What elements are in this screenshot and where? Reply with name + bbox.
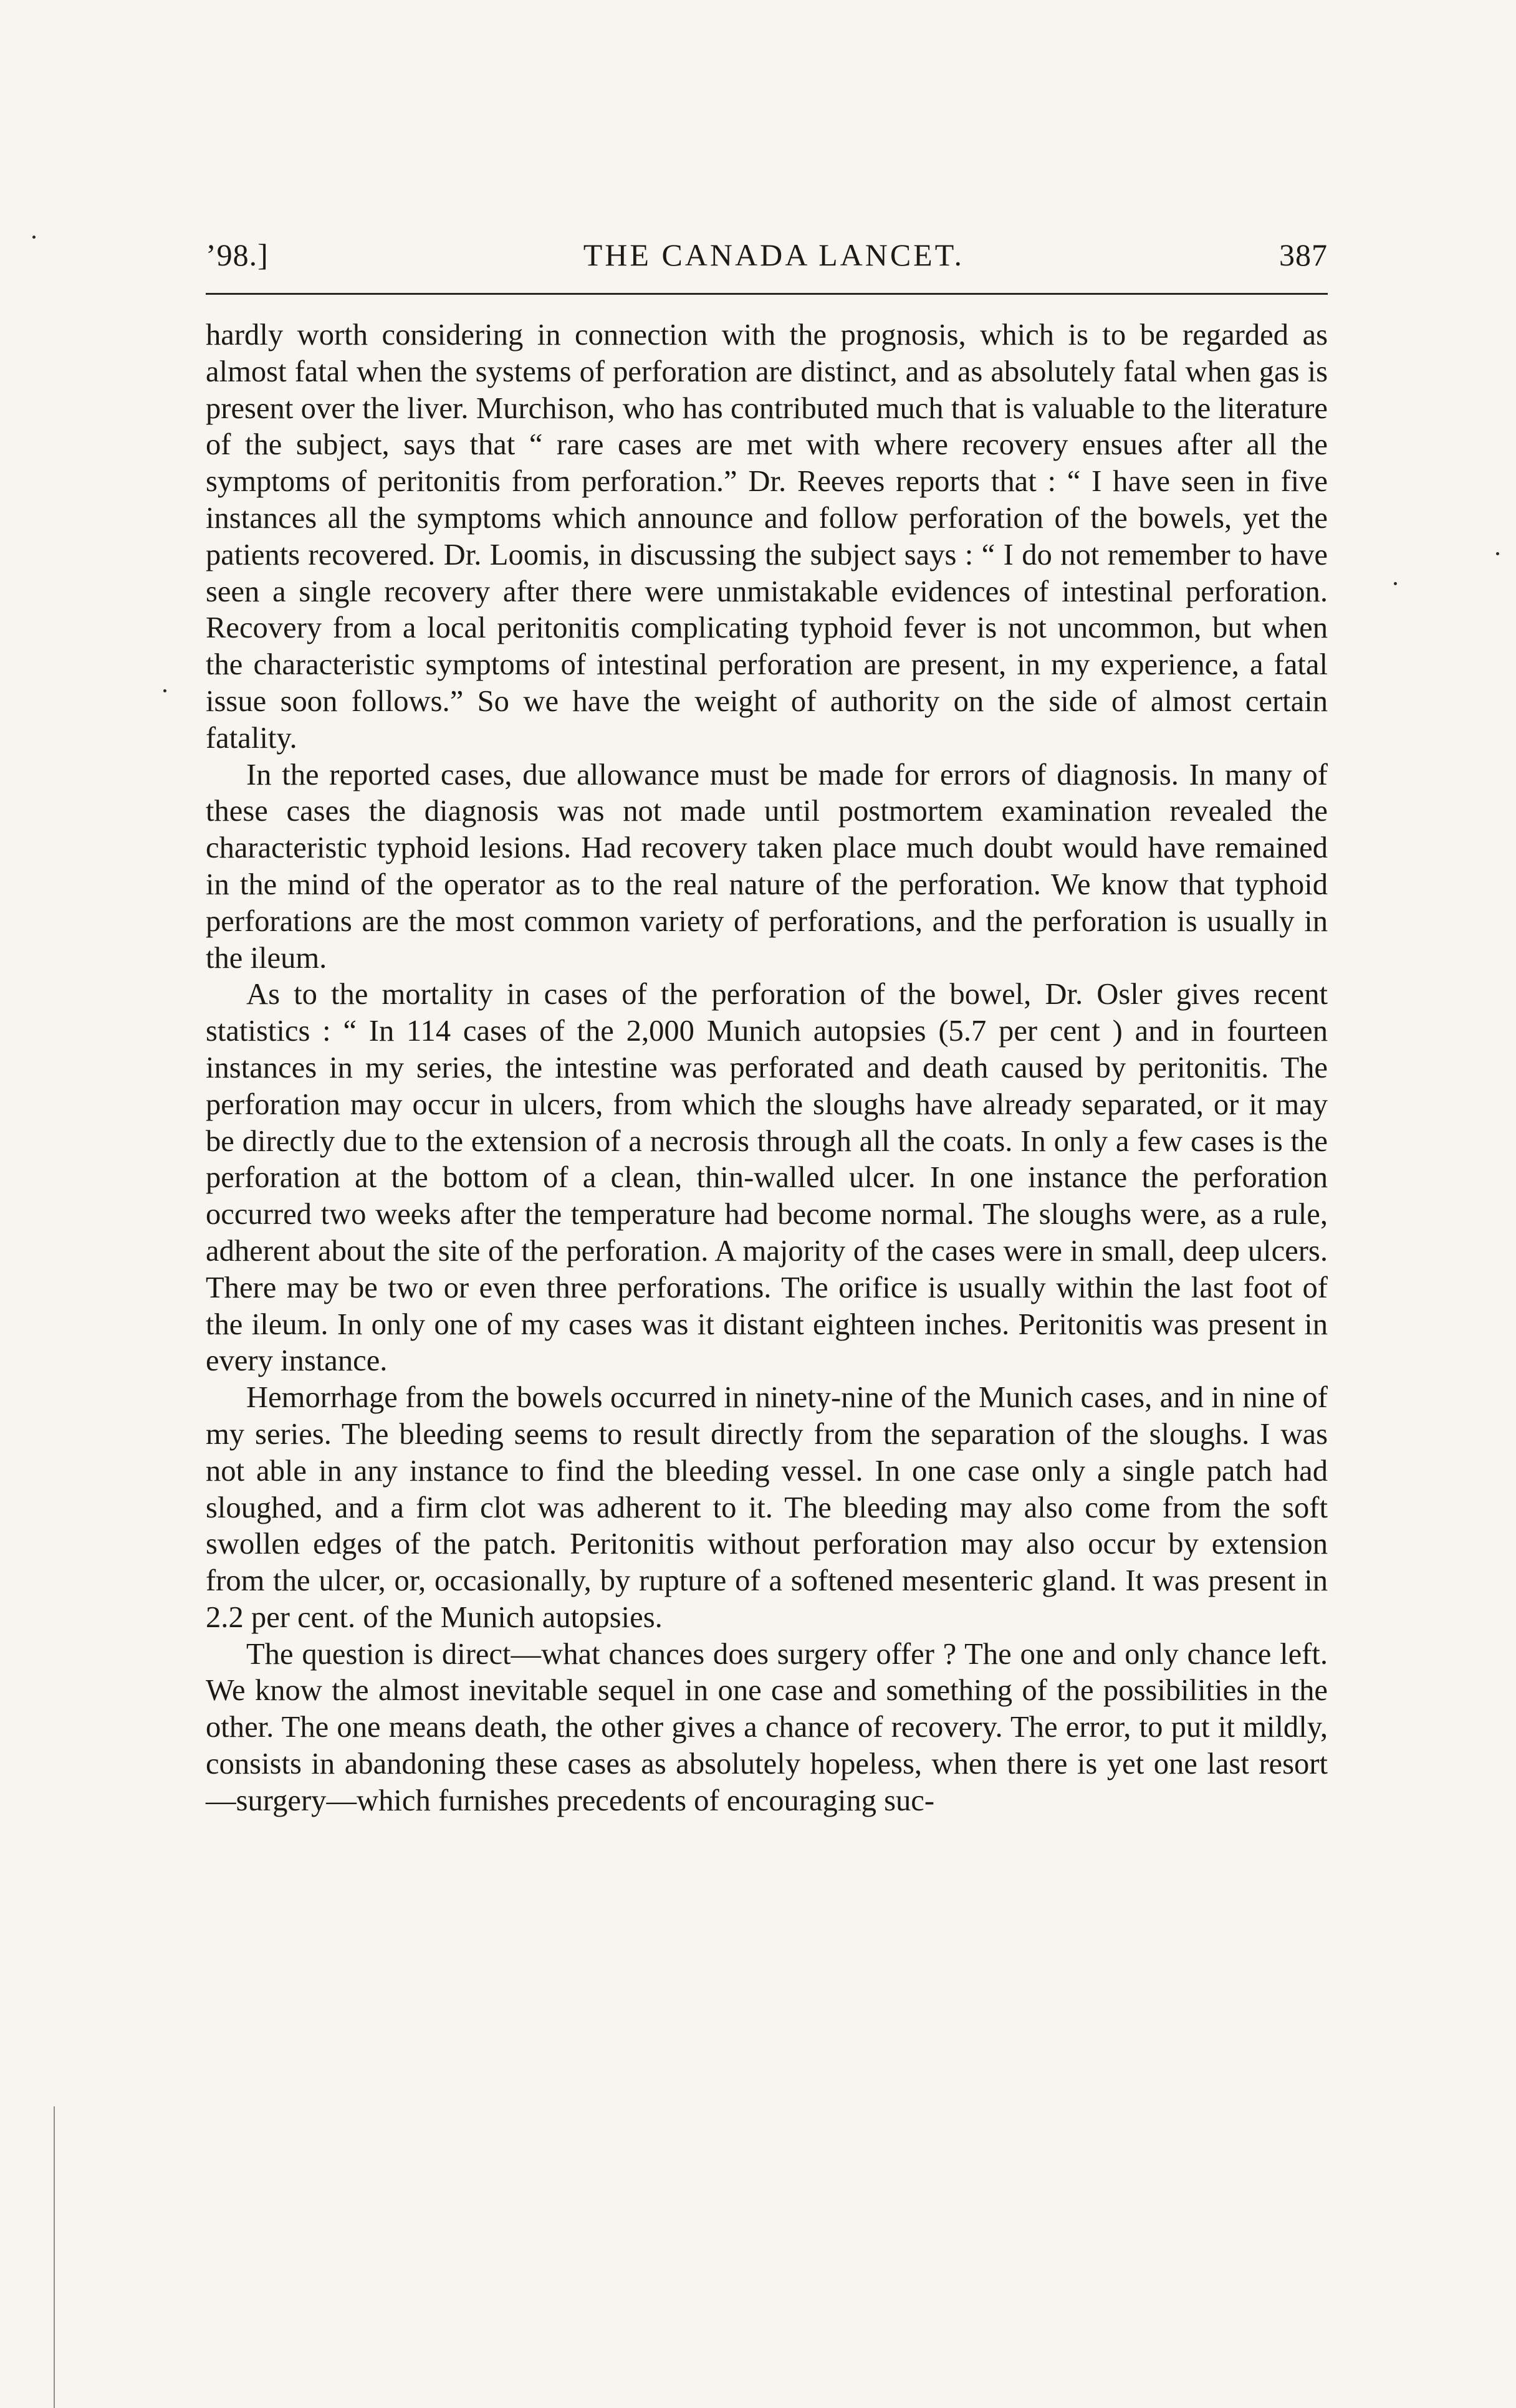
paragraph-1: hardly worth considering in connection with the prognosis, which is to be regarded as almost fatal when the systems of perforation are distinct, and as absolutely fatal when gas is present over the liver. Murchison, who has contributed much that is valuable to the literature of the subject, says that “ rare cases are met with where recovery ensues after all the symptoms of peritonitis from perforation.” Dr. Reeves reports that : “ I have seen in five instances all the symptoms which announce and follow perforation of the bowels, yet the patients recovered. Dr. Loomis, in discussing the subject says : “ I do not remember to have seen a single recovery after there were unmistakable evidences of intestinal perforation. Recovery from a local peritonitis complicating typhoid fever is not uncommon, but when the characteristic symptoms of intestinal perforation are present, in my experience, a fatal issue soon follows.” So we have the weight of authority on the side of almost certain fatality. <box>206 318 1328 755</box>
header-rule <box>206 293 1328 295</box>
paragraph-2: In the reported cases, due allowance must be made for errors of diagnosis. In many of these cases the diagnosis was not made until postmortem examination revealed the characteristic typhoid lesions. Had recovery taken place much doubt would have remained in the mind of the operator as to the real nature of the perforation. We know that typhoid perforations are the most common variety of perforations, and the perforation is usually in the ileum. <box>206 757 1328 975</box>
journal-title: THE CANADA LANCET. <box>583 237 965 272</box>
page-number: 387 <box>1279 237 1328 272</box>
paragraph-5: The question is direct—what chances does surgery offer ? The one and only chance left. We know the almost inevitable sequel in one case and something of the possibilities in the other. The one means death, the other gives a chance of recovery. The error, to put it mildly, consists in abandoning these cases as absolutely hopeless, when there is yet one last resort—surgery—which furnishes precedents of encouraging suc- <box>206 1636 1328 1817</box>
ink-speck <box>1394 582 1397 585</box>
article-body <box>206 317 1328 1819</box>
running-header <box>206 237 1328 287</box>
header-year: ’98.] <box>206 237 269 272</box>
ink-speck <box>1496 552 1499 555</box>
ink-speck <box>32 236 36 239</box>
paragraph-4: Hemorrhage from the bowels occurred in ninety-nine of the Munich cases, and in nine of my series. The bleeding seems to result directly from the separation of the sloughs. I was not able in any instance to find the bleeding vessel. In one case only a single patch had sloughed, and a firm clot was adherent to it. The bleeding may also come from the soft swollen edges of the patch. Peritonitis without perforation may also occur by extension from the ulcer, or, occasionally, by rupture of a softened mesenteric gland. It was present in 2.2 per cent. of the Munich autopsies. <box>206 1380 1328 1634</box>
binding-edge-mark <box>54 2106 55 2408</box>
ink-speck <box>163 689 166 692</box>
paragraph-3: As to the mortality in cases of the perforation of the bowel, Dr. Osler gives recent statistics : “ In 114 cases of the 2,000 Munich autopsies (5.7 per cent ) and in fourteen instances in my series, the intestine was perforated and death caused by peritonitis. The perforation may occur in ulcers, from which the sloughs have already separated, or it may be directly due to the extension of a necrosis through all the coats. In only a few cases is the perforation at the bottom of a clean, thin-walled ulcer. In one instance the perforation occurred two weeks after the temperature had become normal. The sloughs were, as a rule, adherent about the site of the perforation. A majority of the cases were in small, deep ulcers. There may be two or even three perforations. The orifice is usually within the last foot of the ileum. In only one of my cases was it distant eighteen inches. Peritonitis was present in every instance. <box>206 977 1328 1378</box>
